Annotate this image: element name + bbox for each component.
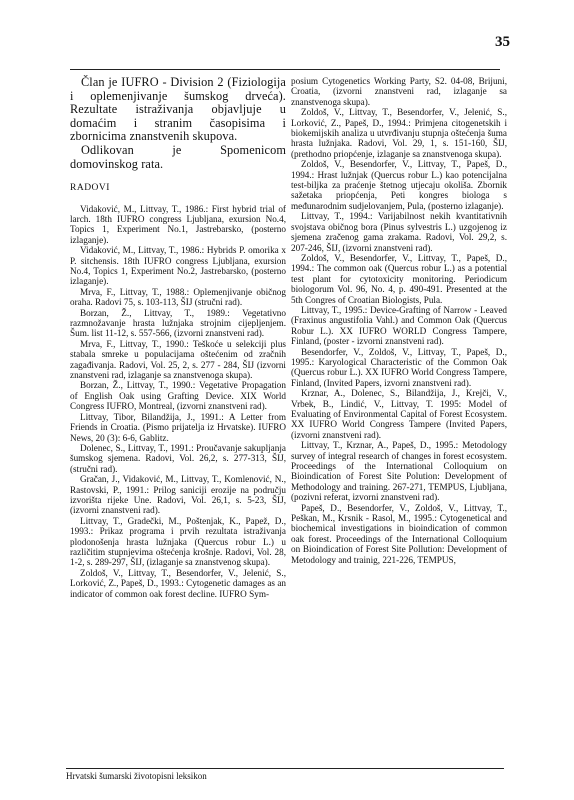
- section-heading: RADOVI: [70, 183, 110, 194]
- header-rule: [70, 69, 500, 70]
- reference-item: Krznar, A., Dolenec, S., Bilandžija, J., Krejči, V., Vrbek, B., Lindić, V., Littvay, T. 1995: Model of Evaluating of Environmental Capital of Forest Ecosystem. XX IUFRO World Congress Tampere (Invited Papers, (izvorni znanstveni rad).: [291, 388, 507, 440]
- reference-item: Mrva, F., Littvay, T., 1988.: Oplemenjivanje običnog oraha. Radovi 75, s. 103-113, ŠIJ (stručni rad).: [70, 286, 286, 308]
- reference-item: Dolenec, S., Littvay, T., 1991.: Proučavanje sakupljanja šumskog sjemena. Radovi, Vol. 26,2, s. 277-313, ŠIJ, (stručni rad).: [70, 442, 286, 474]
- reference-item: Zoldoš, V., Littvay, T., Besendorfer, V., Jelenić, S., Lorković, Z., Papeš, D., 1993.: Cytogenetic damages as an indicator of common oak forest decline. IUFRO Sym-: [70, 567, 286, 599]
- right-column: [291, 76, 507, 565]
- biography-intro: [70, 76, 286, 171]
- reference-item: Littvay, Tibor, Bilandžija, J., 1991.: A Letter from Friends in Croatia. (Pismo prijatelja iz Hrvatske). IUFRO News, 20 (3): 6-6, Gablitz.: [70, 411, 286, 443]
- footer-title: Hrvatski šumarski životopisni leksikon: [66, 771, 207, 781]
- intro-paragraph-1: Član je IUFRO - Division 2 (Fiziologija i oplemenjivanje šumskog drveća). Rezultate istraživanja objavljuje u domaćim i stranim časopisima i zbornicima znanstvenih skupova.: [70, 75, 286, 144]
- left-column: [70, 76, 286, 599]
- reference-item: Mrva, F., Littvay, T., 1990.: Teškoće u selekciji plus stabala smreke u populacijama oštećenim od zračnih zagađivanja. Radovi, Vol. 25, 2, s. 277 - 284, ŠIJ (izvorni znanstveni rad, izlaganje sa znanstvenoga skupa).: [70, 338, 286, 381]
- reference-item: Borzan, Ž., Littvay, T., 1989.: Vegetativno razmnožavanje hrasta lužnjaka strojnim cijepljenjem. Šum. list 11-12, s. 557-566, (izvorni znanstveni rad).: [70, 307, 286, 339]
- reference-item: Borzan, Ž., Littvay, T., 1990.: Vegetative Propagation of English Oak using Grafting Device. XIX World Congress IUFRO, Montreal, (izvorni znanstveni rad).: [70, 380, 286, 412]
- reference-item: Littvay, T., Gradečki, M., Poštenjak, K., Papež, D., 1993.: Prikaz programa i prvih rezultata istraživanja plodonošenja hrasta lužnjaka (Quercus robur L.) u različitim stupnjevima oštećenja krošnje. Radovi, Vol. 28, 1-2, s. 289-297, ŠIJ, (izlaganje sa znanstvenog skupa).: [70, 515, 286, 568]
- reference-item: Littvay, T., Krznar, A., Papeš, D., 1995.: Metodology survey of integral research of changes in forest ecosystem. Proceedings of the International Colloquium on Bioindication of Forest Site Polution: Development of Methodology and training. 267-271, TEMPUS, Ljubljana, (pozivni referat, izvorni znanstveni rad).: [291, 440, 507, 503]
- reference-item: Vidaković, M., Littvay, T., 1986.: First hybrid trial of larch. 18th IUFRO congress Ljubljana, exursion No.4, Topics 1, Experiment No.1, Jastrebarsko, (posterno izlaganje).: [70, 203, 286, 245]
- reference-item: Zoldoš, V., Besendorfer, V., Littvay, T., Papeš, D., 1994.: The common oak (Quercus robur L.) as a potential test plant for cytotoxicity monitoring. Periodicum biologorum Vol. 96, No. 4, p. 490-491. Presented at the 5th Congres of Croatian Biologists, Pula.: [291, 252, 507, 305]
- reference-item: Zoldoš, V., Besendorfer, V., Littvay, T., Papeš, D., 1994.: Hrast lužnjak (Quercus robur L.) kao potencijalna test-biljka za praćenje štetnog utjecaju okoliša. Zbornik sažetaka priopćenja, Peti kongres biologa s međunarodnim sudjelovanjem, Pula, (posterno izlaganje).: [291, 159, 507, 211]
- footer-rule: [66, 768, 504, 769]
- reference-continuation: posium Cytogenetics Working Party, S2. 04-08, Brijuni, Croatia, (izvorni znanstveni rad, izlaganje sa znanstvenoga skupa).: [291, 76, 507, 107]
- page-number: 35: [495, 34, 510, 50]
- reference-item: Gračan, J., Vidaković, M., Littvay, T., Komlenović, N., Rastovski, P., 1991.: Prilog saniciji erozije na području izvorišta rijeke Une. Radovi, Vol. 26,1, s. 5-23, ŠIJ, (izvorni znanstveni rad).: [70, 474, 286, 516]
- reference-item: Zoldoš, V., Littvay, T., Besendorfer, V., Jelenić, S., Lorković, Z., Papeš, D., 1994.: Primjena citogenetskih i biokemijskih analiza u utvrđivanju stupnja oštećenja šuma hrasta lužnjaka. Radovi, Vol. 29, 1, s. 151-160, ŠIJ, (prethodno priopćenje, izlaganje sa znanstvenoga skupa).: [291, 107, 507, 159]
- reference-item: Papeš, D., Besendorfer, V., Zoldoš, V., Littvay, T., Peškan, M., Krsnik - Rasol, M., 1995.: Cytogenetical and biochemical investigations in bioindication of common oak forest. Proceedings of the International Colloquium on Bioindication of Forest Site Pollution: Development of Metodology and trainig, 221-226, TEMPUS,: [291, 502, 507, 565]
- references-left: [70, 204, 286, 599]
- intro-paragraph-2: Odlikovan je Spomenicom domovinskog rata.: [70, 142, 286, 171]
- reference-item: Littvay, T., 1995.: Device-Grafting of Narrow - Leaved (Fraxinus angustifolia Vahl.) and Common Oak (Quercus Robur L.). XX IUFRO WORLD Congress Tampere, Finland, (poster - izvorni znanstveni rad).: [291, 304, 507, 347]
- reference-item: Besendorfer, V., Zoldoš, V., Littvay, T., Papeš, D., 1995.: Karyological Characteristic of the Common Oak (Quercus robur L.). XX IUFRO World Congress Tampere, Finland, (Invited Papers, izvorni znanstveni rad).: [291, 346, 507, 388]
- reference-item: Vidaković, M., Littvay, T., 1986.: Hybrids P. omorika x P. sitchensis. 18th IUFRO congress Ljubljana, exursion No.4, Topics 1, Experiment No.2, Jastrebarsko, (posterno izlaganje).: [70, 245, 286, 287]
- reference-item: Littvay, T., 1994.: Varijabilnost nekih kvantitativnih svojstava običnog bora (Pinus sylvestris L.) uzgojenog iz sjemena zračenog gama zrakama. Radovi, Vol. 29,2, s. 207-246, ŠIJ, (izvorni znanstveni rad).: [291, 211, 507, 253]
